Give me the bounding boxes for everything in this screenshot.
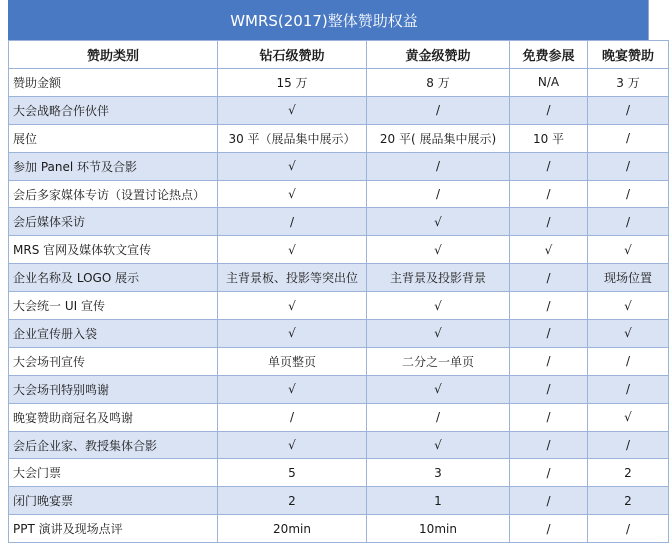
cell-gold: /: [367, 96, 510, 124]
cell-dinner: /: [588, 96, 669, 124]
cell-label: 大会场刊宣传: [9, 347, 218, 375]
cell-dinner: √: [588, 403, 669, 431]
cell-diamond: √: [218, 180, 367, 208]
cell-gold: 二分之一单页: [367, 347, 510, 375]
cell-label: PPT 演讲及现场点评: [9, 515, 218, 543]
cell-dinner: √: [588, 236, 669, 264]
table-row: [9, 208, 669, 236]
cell-diamond: √: [218, 431, 367, 459]
cell-gold: √: [367, 208, 510, 236]
table-row: [9, 515, 669, 543]
table-row: [9, 264, 669, 292]
table-row: [9, 431, 669, 459]
cell-label: 会后媒体采访: [9, 208, 218, 236]
cell-gold: 主背景及投影背景: [367, 264, 510, 292]
cell-free-exhibit: /: [510, 459, 588, 487]
cell-diamond: √: [218, 152, 367, 180]
table-row: [9, 180, 669, 208]
cell-free-exhibit: /: [510, 208, 588, 236]
table-row: [9, 375, 669, 403]
cell-free-exhibit: /: [510, 515, 588, 543]
table-row: [9, 347, 669, 375]
cell-dinner: √: [588, 292, 669, 320]
header-cell-gold: 黄金级赞助: [367, 41, 510, 69]
sponsorship-table: [8, 40, 669, 543]
cell-diamond: /: [218, 403, 367, 431]
cell-label: 大会门票: [9, 459, 218, 487]
cell-label: 会后多家媒体专访（设置讨论热点）: [9, 180, 218, 208]
cell-gold: /: [367, 152, 510, 180]
cell-gold: √: [367, 320, 510, 348]
cell-label: 参加 Panel 环节及合影: [9, 152, 218, 180]
table-row: [9, 96, 669, 124]
cell-free-exhibit: /: [510, 264, 588, 292]
cell-gold: √: [367, 292, 510, 320]
header-row: [9, 41, 669, 69]
cell-free-exhibit: /: [510, 320, 588, 348]
cell-label: 大会战略合作伙伴: [9, 96, 218, 124]
cell-label: 大会场刊特别鸣谢: [9, 375, 218, 403]
cell-gold: √: [367, 236, 510, 264]
table-row: [9, 292, 669, 320]
cell-diamond: √: [218, 236, 367, 264]
cell-gold: √: [367, 375, 510, 403]
cell-gold: 10min: [367, 515, 510, 543]
cell-free-exhibit: 10 平: [510, 124, 588, 152]
cell-free-exhibit: /: [510, 180, 588, 208]
table-row: [9, 124, 669, 152]
cell-label: 闭门晚宴票: [9, 487, 218, 515]
table-row: [9, 487, 669, 515]
table-row: [9, 403, 669, 431]
table-title-text: WMRS(2017)整体赞助权益: [230, 11, 418, 30]
cell-gold: 3: [367, 459, 510, 487]
cell-free-exhibit: /: [510, 292, 588, 320]
cell-free-exhibit: /: [510, 152, 588, 180]
cell-diamond: √: [218, 96, 367, 124]
cell-label: 晚宴赞助商冠名及鸣谢: [9, 403, 218, 431]
cell-dinner: /: [588, 431, 669, 459]
cell-gold: 8 万: [367, 69, 510, 97]
cell-label: 大会统一 UI 宣传: [9, 292, 218, 320]
cell-label: 企业宣传册入袋: [9, 320, 218, 348]
cell-gold: √: [367, 431, 510, 459]
cell-dinner: /: [588, 152, 669, 180]
cell-dinner: /: [588, 180, 669, 208]
header-cell-category: 赞助类别: [9, 41, 218, 69]
cell-diamond: 15 万: [218, 69, 367, 97]
cell-gold: /: [367, 403, 510, 431]
cell-free-exhibit: √: [510, 236, 588, 264]
cell-free-exhibit: /: [510, 431, 588, 459]
cell-label: MRS 官网及媒体软文宣传: [9, 236, 218, 264]
cell-dinner: 2: [588, 459, 669, 487]
cell-diamond: √: [218, 320, 367, 348]
cell-free-exhibit: /: [510, 347, 588, 375]
table-row: [9, 320, 669, 348]
table-row: [9, 152, 669, 180]
cell-diamond: 30 平（展品集中展示）: [218, 124, 367, 152]
cell-free-exhibit: /: [510, 403, 588, 431]
cell-dinner: /: [588, 347, 669, 375]
header-cell-diamond: 钻石级赞助: [218, 41, 367, 69]
table-row: [9, 236, 669, 264]
header-cell-free-exhibit: 免费参展: [510, 41, 588, 69]
cell-dinner: /: [588, 124, 669, 152]
cell-free-exhibit: /: [510, 96, 588, 124]
cell-diamond: 5: [218, 459, 367, 487]
cell-diamond: 主背景板、投影等突出位: [218, 264, 367, 292]
cell-label: 企业名称及 LOGO 展示: [9, 264, 218, 292]
cell-label: 展位: [9, 124, 218, 152]
cell-free-exhibit: /: [510, 487, 588, 515]
table-row: [9, 69, 669, 97]
cell-diamond: /: [218, 208, 367, 236]
cell-free-exhibit: N/A: [510, 69, 588, 97]
cell-label: 赞助金额: [9, 69, 218, 97]
cell-label: 会后企业家、教授集体合影: [9, 431, 218, 459]
cell-gold: 1: [367, 487, 510, 515]
cell-dinner: √: [588, 320, 669, 348]
cell-dinner: /: [588, 375, 669, 403]
table-body: [9, 69, 669, 543]
cell-dinner: 现场位置: [588, 264, 669, 292]
cell-dinner: /: [588, 208, 669, 236]
cell-gold: 20 平( 展品集中展示): [367, 124, 510, 152]
cell-diamond: 单页整页: [218, 347, 367, 375]
table-title: [8, 0, 649, 40]
cell-free-exhibit: /: [510, 375, 588, 403]
header-cell-dinner: 晚宴赞助: [588, 41, 669, 69]
cell-dinner: 2: [588, 487, 669, 515]
cell-dinner: /: [588, 515, 669, 543]
cell-gold: /: [367, 180, 510, 208]
cell-diamond: √: [218, 375, 367, 403]
cell-dinner: 3 万: [588, 69, 669, 97]
cell-diamond: √: [218, 292, 367, 320]
cell-diamond: 20min: [218, 515, 367, 543]
table-row: [9, 459, 669, 487]
cell-diamond: 2: [218, 487, 367, 515]
